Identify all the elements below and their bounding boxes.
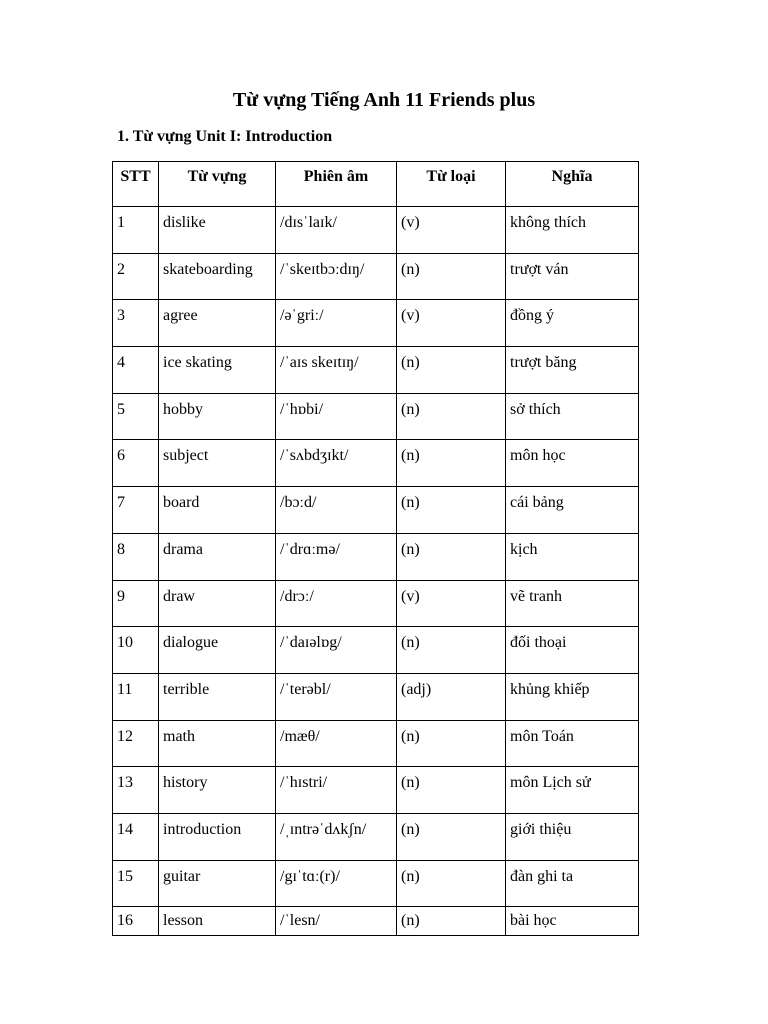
cell-stt: 8 — [113, 533, 159, 580]
cell-meaning: môn Toán — [506, 720, 639, 767]
cell-stt: 7 — [113, 487, 159, 534]
cell-word: ice skating — [159, 347, 276, 394]
cell-stt: 13 — [113, 767, 159, 814]
table-row — [113, 253, 639, 300]
table-row — [113, 440, 639, 487]
cell-pronunciation: /ˈterəbl/ — [276, 673, 397, 720]
cell-stt: 9 — [113, 580, 159, 627]
cell-meaning: môn Lịch sử — [506, 767, 639, 814]
cell-word-type: (n) — [397, 253, 506, 300]
cell-word-type: (n) — [397, 487, 506, 534]
cell-word-type: (n) — [397, 347, 506, 394]
table-row — [113, 907, 639, 936]
vocabulary-table — [112, 161, 639, 936]
cell-word-type: (n) — [397, 860, 506, 907]
cell-pronunciation: /ˈdrɑːmə/ — [276, 533, 397, 580]
table-header-row — [113, 162, 639, 207]
header-meaning: Nghĩa — [506, 162, 639, 207]
cell-meaning: đối thoại — [506, 627, 639, 674]
table-row — [113, 347, 639, 394]
cell-word: subject — [159, 440, 276, 487]
cell-pronunciation: /ˈlesn/ — [276, 907, 397, 936]
cell-pronunciation: /mæθ/ — [276, 720, 397, 767]
cell-stt: 10 — [113, 627, 159, 674]
table-row — [113, 627, 639, 674]
cell-pronunciation: /bɔːd/ — [276, 487, 397, 534]
header-stt: STT — [113, 162, 159, 207]
table-row — [113, 207, 639, 254]
table-row — [113, 720, 639, 767]
cell-pronunciation: /ˈsʌbdʒɪkt/ — [276, 440, 397, 487]
cell-word: board — [159, 487, 276, 534]
cell-word-type: (n) — [397, 720, 506, 767]
cell-stt: 16 — [113, 907, 159, 936]
cell-pronunciation: /ˈskeɪtbɔːdɪŋ/ — [276, 253, 397, 300]
cell-stt: 3 — [113, 300, 159, 347]
cell-word-type: (v) — [397, 580, 506, 627]
cell-meaning: giới thiệu — [506, 813, 639, 860]
cell-stt: 6 — [113, 440, 159, 487]
cell-meaning: môn học — [506, 440, 639, 487]
header-word: Từ vựng — [159, 162, 276, 207]
cell-word: introduction — [159, 813, 276, 860]
cell-pronunciation: /dɪsˈlaɪk/ — [276, 207, 397, 254]
cell-stt: 2 — [113, 253, 159, 300]
cell-meaning: bài học — [506, 907, 639, 936]
cell-stt: 11 — [113, 673, 159, 720]
cell-word-type: (v) — [397, 207, 506, 254]
cell-pronunciation: /ˈaɪs skeɪtɪŋ/ — [276, 347, 397, 394]
cell-meaning: khủng khiếp — [506, 673, 639, 720]
header-pronunciation: Phiên âm — [276, 162, 397, 207]
table-row — [113, 580, 639, 627]
cell-pronunciation: /ˈhɪstri/ — [276, 767, 397, 814]
table-row — [113, 487, 639, 534]
cell-meaning: cái bảng — [506, 487, 639, 534]
cell-meaning: trượt ván — [506, 253, 639, 300]
table-row — [113, 813, 639, 860]
cell-word-type: (adj) — [397, 673, 506, 720]
cell-word: terrible — [159, 673, 276, 720]
cell-meaning: kịch — [506, 533, 639, 580]
cell-pronunciation: /ˈhɒbi/ — [276, 393, 397, 440]
cell-word-type: (n) — [397, 393, 506, 440]
cell-pronunciation: /əˈgriː/ — [276, 300, 397, 347]
cell-meaning: vẽ tranh — [506, 580, 639, 627]
cell-word: history — [159, 767, 276, 814]
cell-pronunciation: /gɪˈtɑː(r)/ — [276, 860, 397, 907]
cell-meaning: đàn ghi ta — [506, 860, 639, 907]
cell-meaning: đồng ý — [506, 300, 639, 347]
cell-word-type: (n) — [397, 533, 506, 580]
cell-word: skateboarding — [159, 253, 276, 300]
cell-word: draw — [159, 580, 276, 627]
cell-word: dislike — [159, 207, 276, 254]
cell-word: math — [159, 720, 276, 767]
cell-meaning: sở thích — [506, 393, 639, 440]
cell-pronunciation: /ˌɪntrəˈdʌkʃn/ — [276, 813, 397, 860]
cell-word-type: (n) — [397, 440, 506, 487]
cell-pronunciation: /drɔː/ — [276, 580, 397, 627]
cell-stt: 14 — [113, 813, 159, 860]
cell-pronunciation: /ˈdaɪəlɒg/ — [276, 627, 397, 674]
table-row — [113, 393, 639, 440]
cell-stt: 12 — [113, 720, 159, 767]
section-heading: 1. Từ vựng Unit I: Introduction — [117, 128, 333, 145]
header-word-type: Từ loại — [397, 162, 506, 207]
table-row — [113, 300, 639, 347]
cell-word: agree — [159, 300, 276, 347]
cell-meaning: không thích — [506, 207, 639, 254]
cell-stt: 15 — [113, 860, 159, 907]
document-title: Từ vựng Tiếng Anh 11 Friends plus — [232, 89, 536, 111]
table-body — [113, 207, 639, 936]
cell-word-type: (n) — [397, 813, 506, 860]
cell-word-type: (v) — [397, 300, 506, 347]
cell-word-type: (n) — [397, 767, 506, 814]
table-row — [113, 673, 639, 720]
cell-word: hobby — [159, 393, 276, 440]
cell-word: dialogue — [159, 627, 276, 674]
cell-word-type: (n) — [397, 907, 506, 936]
table-row — [113, 767, 639, 814]
cell-stt: 5 — [113, 393, 159, 440]
cell-word: lesson — [159, 907, 276, 936]
table-row — [113, 860, 639, 907]
cell-meaning: trượt băng — [506, 347, 639, 394]
cell-stt: 4 — [113, 347, 159, 394]
cell-word: drama — [159, 533, 276, 580]
cell-stt: 1 — [113, 207, 159, 254]
cell-word: guitar — [159, 860, 276, 907]
cell-word-type: (n) — [397, 627, 506, 674]
table-row — [113, 533, 639, 580]
